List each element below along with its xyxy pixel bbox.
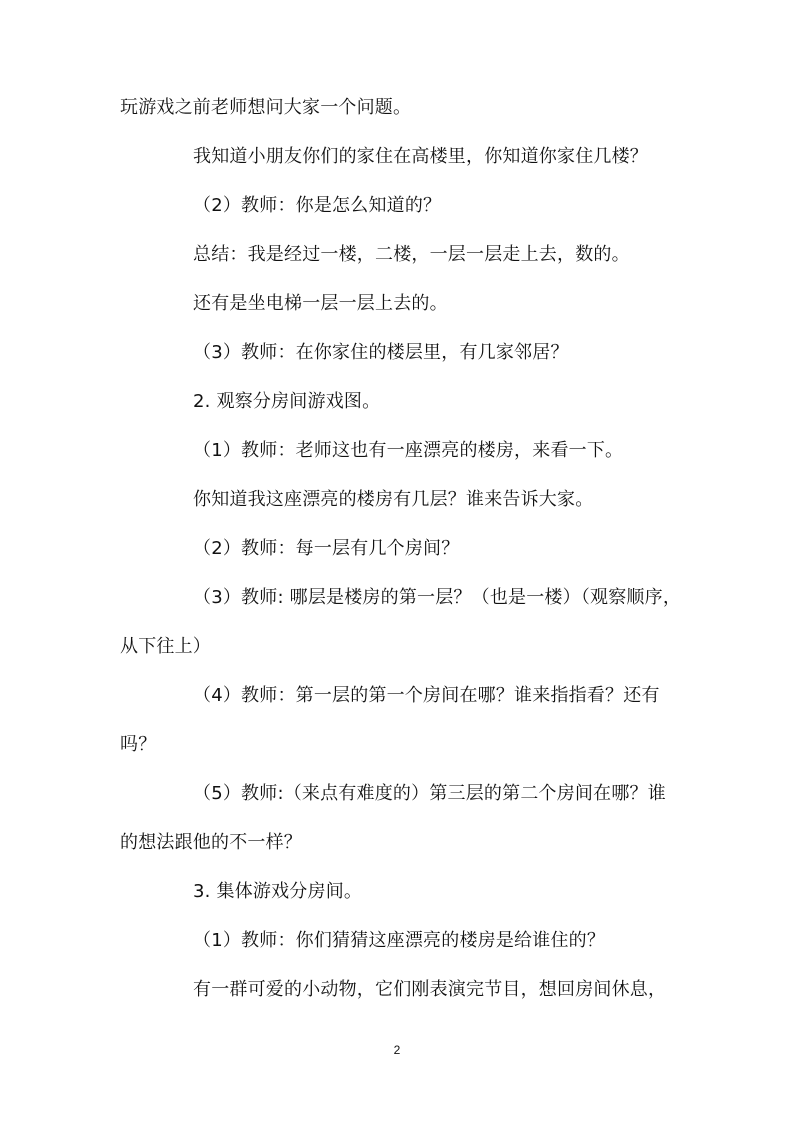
text-line-7: 2. 观察分房间游戏图。 — [193, 391, 381, 412]
text-line-11: （3）教师: 哪层是楼房的第一层？（也是一楼）（观察顺序， — [193, 587, 682, 608]
text-line-6: （3）教师：在你家住的楼层里，有几家邻居？ — [193, 342, 569, 363]
text-line-2: 我知道小朋友你们的家住在高楼里，你知道你家住几楼？ — [193, 146, 648, 167]
text-line-12: 从下往上） — [120, 636, 211, 657]
text-line-13: （4）教师：第一层的第一个房间在哪？谁来指指看？还有 — [193, 685, 660, 706]
text-line-3: （2）教师：你是怎么知道的？ — [193, 195, 442, 216]
page-number: 2 — [393, 1043, 401, 1057]
text-line-15: （5）教师:（来点有难度的）第三层的第二个房间在哪？谁 — [193, 783, 666, 804]
text-line-17: 3. 集体游戏分房间。 — [193, 881, 363, 902]
text-line-5: 还有是坐电梯一层一层上去的。 — [193, 293, 448, 314]
text-line-14: 吗？ — [120, 734, 157, 755]
text-line-19: 有一群可爱的小动物，它们刚表演完节目，想回房间休息， — [193, 979, 667, 1000]
text-line-9: 你知道我这座漂亮的楼房有几层？谁来告诉大家。 — [193, 489, 594, 510]
text-line-4: 总结：我是经过一楼，二楼，一层一层走上去，数的。 — [193, 244, 630, 265]
text-line-16: 的想法跟他的不一样？ — [120, 832, 302, 853]
text-line-8: （1）教师：老师这也有一座漂亮的楼房，来看一下。 — [193, 440, 624, 461]
text-line-18: （1）教师：你们猜猜这座漂亮的楼房是给谁住的？ — [193, 930, 606, 951]
text-line-1: 玩游戏之前老师想问大家一个问题。 — [120, 97, 412, 118]
text-line-10: （2）教师：每一层有几个房间？ — [193, 538, 460, 559]
